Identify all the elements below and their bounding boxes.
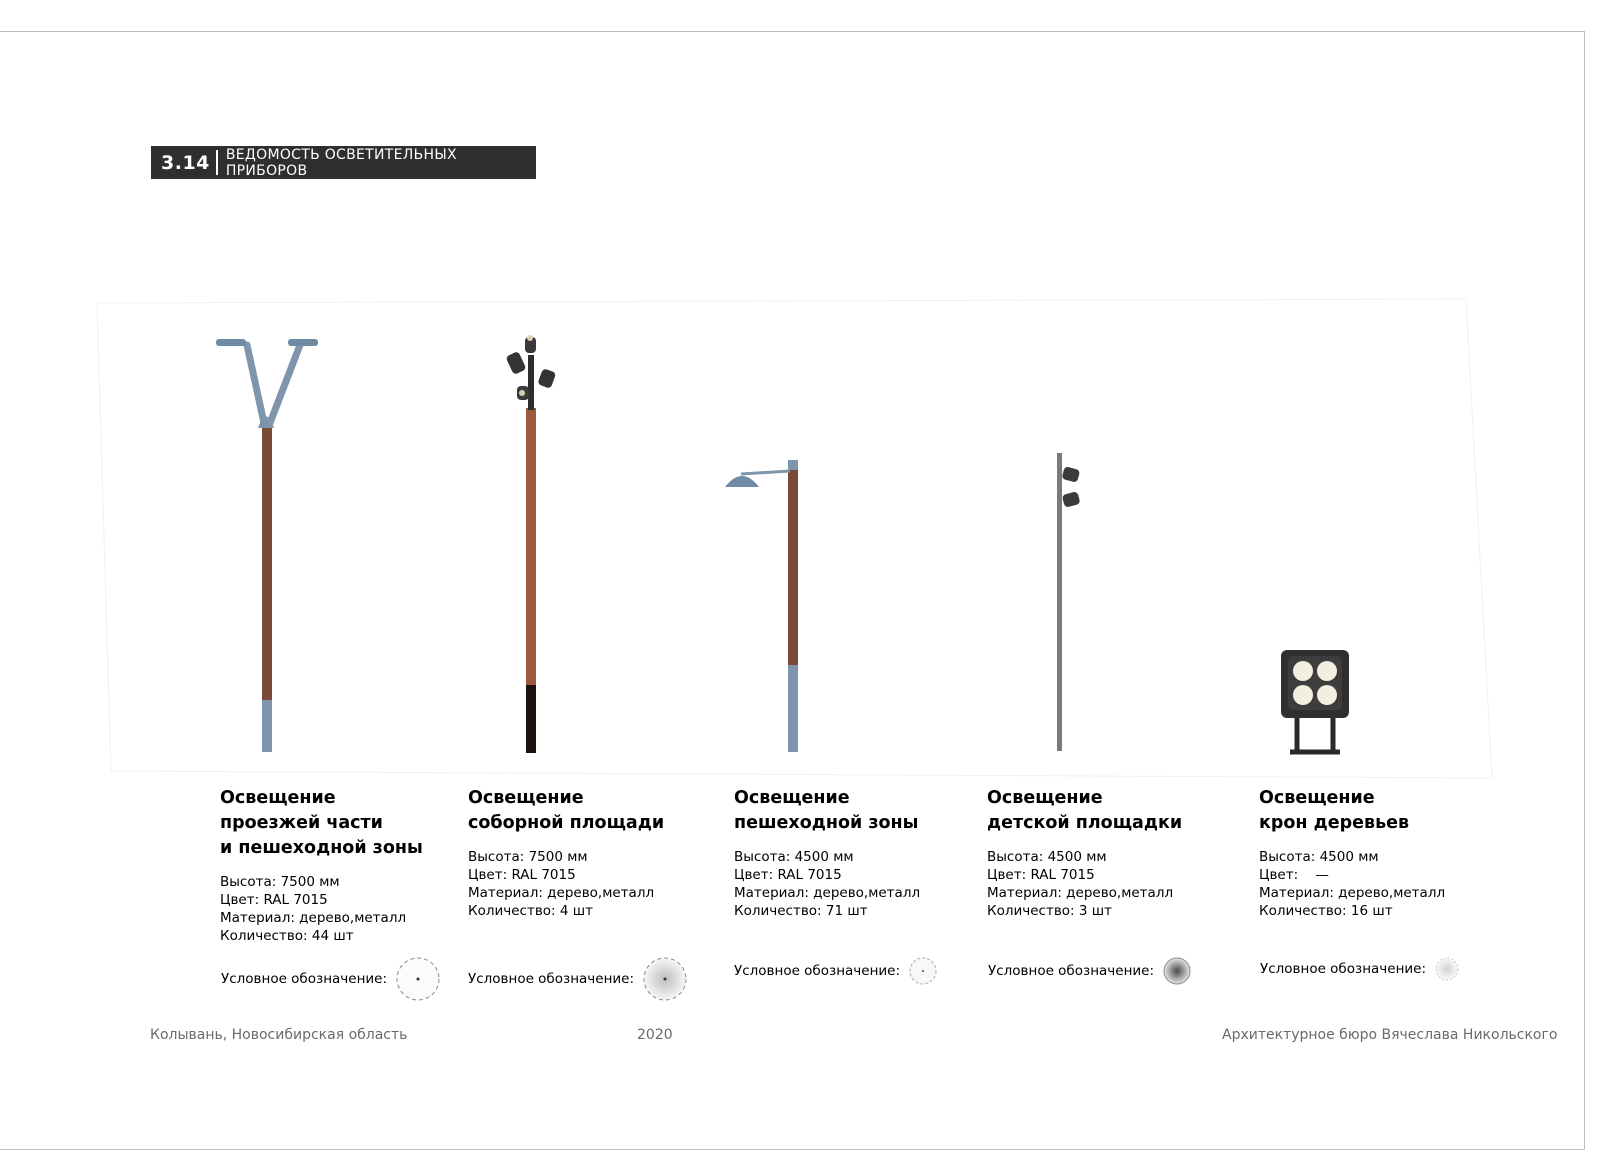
legend-row (1260, 956, 1460, 982)
luminaire-card (987, 786, 1227, 920)
spec-quantity: Количество: 44 шт (220, 928, 354, 944)
lamp-symbol-icon (1434, 956, 1460, 982)
luminaire-specs (734, 848, 974, 920)
section-title: ВЕДОМОСТЬ ОСВЕТИТЕЛЬНЫХ ПРИБОРОВ (225, 146, 457, 179)
luminaire-title: Освещение соборной площади (468, 788, 665, 833)
spec-color: Цвет: RAL 7015 (468, 867, 576, 883)
spec-height: Высота: 4500 мм (987, 849, 1107, 865)
spec-height: Высота: 7500 мм (220, 874, 340, 890)
luminaire-specs (220, 873, 460, 945)
spec-color: Цвет: RAL 7015 (220, 892, 328, 908)
lamp-symbol-icon (1162, 956, 1192, 986)
section-number: 3.14 (161, 151, 210, 174)
legend-label: Условное обозначение: (221, 971, 388, 987)
footer-bureau: Архитектурное бюро Вячеслава Никольского (1222, 1027, 1558, 1043)
lamp-symbol-icon (395, 956, 441, 1002)
spec-color: Цвет: — (1259, 867, 1329, 883)
lamp-symbol-icon (642, 956, 688, 1002)
spec-quantity: Количество: 3 шт (987, 903, 1112, 919)
luminaire-card (220, 786, 460, 945)
luminaire-title: Освещение пешеходной зоны (734, 788, 919, 833)
spec-height: Высота: 4500 мм (1259, 849, 1379, 865)
spec-material: Материал: дерево,металл (220, 910, 407, 926)
spec-color: Цвет: RAL 7015 (987, 867, 1095, 883)
luminaire-specs (987, 848, 1227, 920)
luminaire-title: Освещение крон деревьев (1259, 788, 1410, 833)
luminaire-card (1259, 786, 1499, 920)
spec-quantity: Количество: 16 шт (1259, 903, 1393, 919)
luminaire-card (734, 786, 974, 920)
lamp-symbol-icon (908, 956, 938, 986)
legend-label: Условное обозначение: (1260, 961, 1427, 977)
spec-height: Высота: 4500 мм (734, 849, 854, 865)
luminaire-title: Освещение детской площадки (987, 788, 1183, 833)
legend-label: Условное обозначение: (734, 963, 901, 979)
legend-label: Условное обозначение: (988, 963, 1155, 979)
footer-location: Колывань, Новосибирская область (150, 1027, 408, 1043)
legend-row (734, 956, 938, 986)
legend-row (468, 956, 688, 1002)
footer-year: 2020 (637, 1027, 673, 1043)
luminaire-card (468, 786, 708, 920)
spec-height: Высота: 7500 мм (468, 849, 588, 865)
legend-row (221, 956, 441, 1002)
spec-material: Материал: дерево,металл (734, 885, 921, 901)
spec-quantity: Количество: 4 шт (468, 903, 593, 919)
luminaire-specs (1259, 848, 1499, 920)
legend-label: Условное обозначение: (468, 971, 635, 987)
spec-material: Материал: дерево,металл (1259, 885, 1446, 901)
spec-material: Материал: дерево,металл (987, 885, 1174, 901)
spec-quantity: Количество: 71 шт (734, 903, 868, 919)
luminaire-title: Освещение проезжей части и пешеходной зоны (220, 788, 423, 858)
spec-color: Цвет: RAL 7015 (734, 867, 842, 883)
spec-material: Материал: дерево,металл (468, 885, 655, 901)
luminaire-specs (468, 848, 708, 920)
legend-row (988, 956, 1192, 986)
